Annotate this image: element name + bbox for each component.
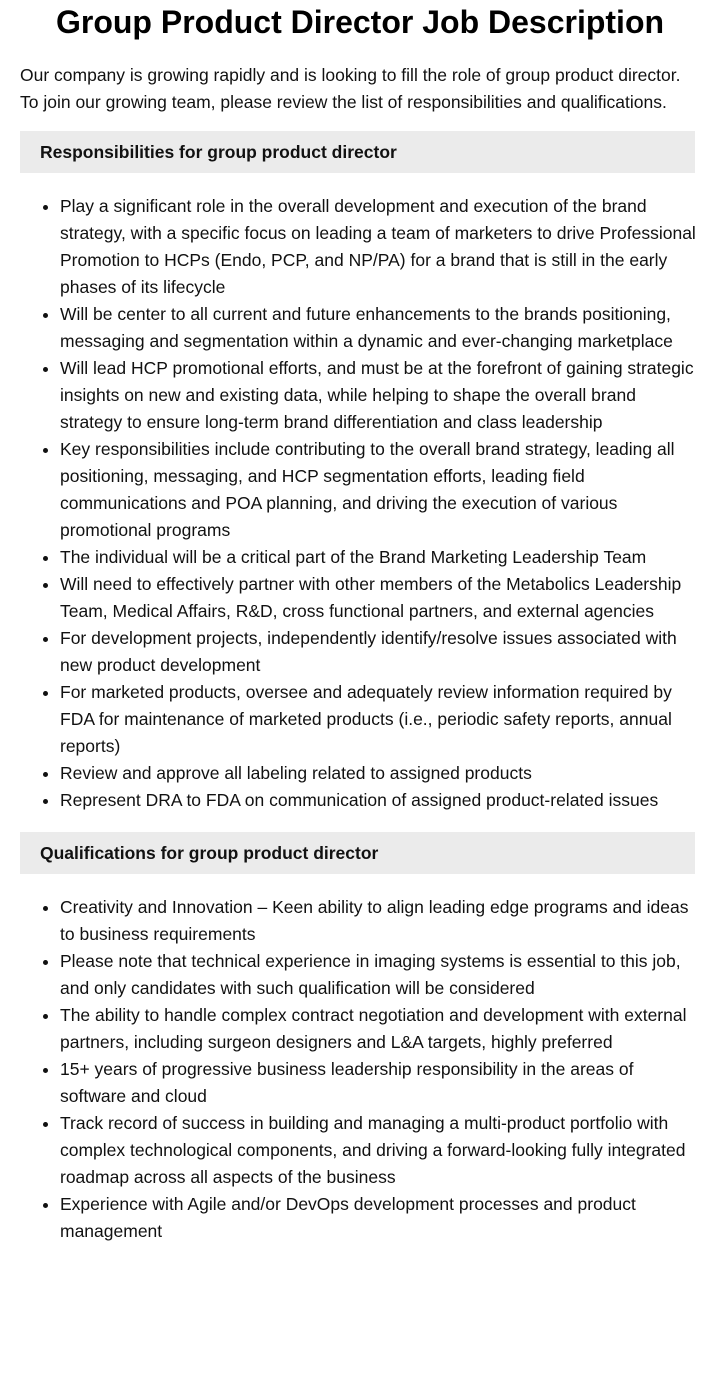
list-item: • For marketed products, oversee and adequately review information required by FDA for maintenance of marketed products (i.e., periodic safety reports, annual reports) [60,679,700,760]
list-item: • Play a significant role in the overall development and execution of the brand strategy, with a specific focus on leading a team of marketers to drive Professional Promotion to HCPs (Endo, PCP, and NP/PA) for a brand that is still in the early phases of its lifecycle [60,193,700,301]
list-item: • Creativity and Innovation – Keen ability to align leading edge programs and ideas to business requirements [60,894,700,948]
list-item: • The individual will be a critical part of the Brand Marketing Leadership Team [60,544,700,571]
responsibilities-list [20,193,700,814]
list-item: • Review and approve all labeling related to assigned products [60,760,700,787]
list-item: • Key responsibilities include contributing to the overall brand strategy, leading all positioning, messaging, and HCP segmentation efforts, leading field communications and POA planning, and driving the execution of various promotional programs [60,436,700,544]
list-item: • Will need to effectively partner with other members of the Metabolics Leadership Team, Medical Affairs, R&D, cross functional partners, and external agencies [60,571,700,625]
list-item: • Will lead HCP promotional efforts, and must be at the forefront of gaining strategic insights on new and existing data, while helping to shape the overall brand strategy to ensure long-term brand differentiation and class leadership [60,355,700,436]
qualifications-list [20,894,700,1245]
list-item: • Will be center to all current and future enhancements to the brands positioning, messaging and segmentation within a dynamic and ever-changing marketplace [60,301,700,355]
list-item: • For development projects, independently identify/resolve issues associated with new product development [60,625,700,679]
intro-paragraph: Our company is growing rapidly and is looking to fill the role of group product director. To join our growing team, please review the list of responsibilities and qualifications. [20,65,681,112]
qualifications-heading: Qualifications for group product director [20,832,695,874]
list-item: • 15+ years of progressive business leadership responsibility in the areas of software and cloud [60,1056,700,1110]
list-item: • Experience with Agile and/or DevOps development processes and product management [60,1191,700,1245]
list-item: • The ability to handle complex contract negotiation and development with external partners, including surgeon designers and L&A targets, highly preferred [60,1002,700,1056]
list-item: • Track record of success in building and managing a multi-product portfolio with complex technological components, and driving a forward-looking fully integrated roadmap across all aspects of the business [60,1110,700,1191]
list-item: • Represent DRA to FDA on communication of assigned product-related issues [60,787,700,814]
page-title: Group Product Director Job Description [55,4,665,40]
responsibilities-heading: Responsibilities for group product director [20,131,695,173]
list-item: • Please note that technical experience in imaging systems is essential to this job, and only candidates with such qualification will be considered [60,948,700,1002]
